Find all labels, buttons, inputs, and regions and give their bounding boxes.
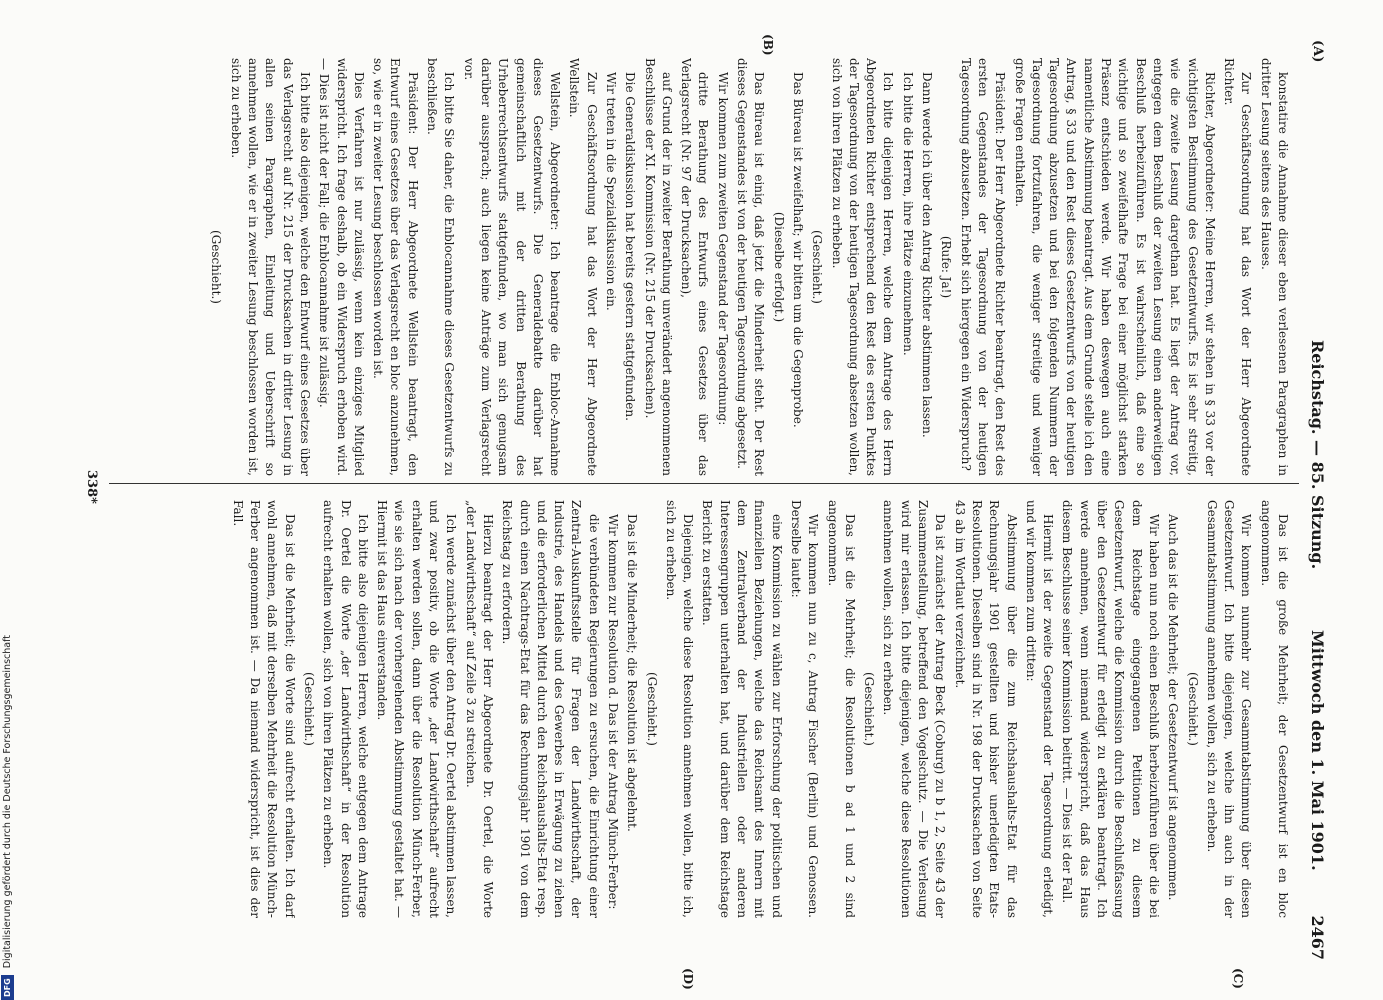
paragraph: Wellstein, Abgeordneter: Ich beantrage die Enbloc-Annahme dieses Gesetzentwurfs. Die Generaldebatte darüber hat gemeinschaftlich mit der dritten Berathung des Urheberrechtsentwurfs stattgefunden, wo man sich genugsam darüber aussprach; auch liegen keine Anträge zum Verlagsrecht vor.	[461, 58, 563, 476]
margin-letter-d: (D)	[681, 968, 695, 990]
paragraph: Auch das ist die Mehrheit; der Gesetzentwurf ist angenommen.	[1166, 514, 1181, 901]
paragraph: Das ist die Mehrheit; die Resolutionen b ad 1 und 2 sind angenommen.	[825, 500, 857, 918]
session-date: Mittwoch den 1. Mai 1901.	[1308, 630, 1327, 871]
paragraph: Das Büreau ist einig, daß jetzt die Minderheit steht. Der Rest dieses Gegenstandes ist von der heutigen Tagesordnung abgesetzt.	[735, 58, 767, 476]
paragraph: Wir haben nun noch einen Beschluß herbeizuführen über die bei dem Reichstage eingegangenen Petitionen zu diesem Gesetzentwurf, welche die Kommission durch die Beschlußfassung über den Gesetzentwurf für erledigt zu erklären beantragt. Ich werde annehmen, wenn niemand widerspricht, daß das Haus diesem Beschlusse seiner Kommission beitritt. — Dies ist der Fall.	[1060, 500, 1161, 918]
paragraph: (Geschieht.)	[301, 672, 316, 746]
margin-letter-b: (B)	[761, 34, 775, 56]
paragraph: Wir kommen zum zweiten Gegenstand der Tagesordnung:	[715, 72, 730, 426]
paragraph: Wir kommen nunmehr zur Gesammtabstimmung über diesen Gesetzentwurf. Ich bitte diejenigen, welche ihn auch in der Gesammtabstimmung annehmen wollen, sich zu erheben.	[1204, 500, 1254, 918]
dfg-logo: DFG	[1, 975, 14, 1000]
paragraph: die verbündeten Regierungen zu ersuchen, die Einrichtung einer Zentral-Auskunftsstelle für Fragen der Landwirthschaft, der Industrie, des Handels und des Gewerbes in Erwägung zu ziehen und die erforderlichen Mittel durch den Reichshaushalts-Etat resp. durch einen Nachtrags-Etat für das Rechnungsjahr 1901 von dem Reichstag zu erfordern.	[500, 500, 601, 918]
paragraph: Ich bitte also diejenigen Herren, welche entgegen dem Antrage Dr. Oertel die Worte „der Landwirthschaft“ in der Resolution aufrecht erhalten wollen, sich von ihren Plätzen zu erheben.	[321, 500, 370, 918]
paragraph: Ich bitte also diejenigen, welche den Entwurf eines Gesetzes über das Verlagsrecht auf Nr. 215 der Drucksachen in dritter Lesung in allen seinen Paragraphen, Einleitung und Ueberschrift so annehmen wollen, wie er in zweiter Lesung beschlossen worden ist, sich zu erheben.	[228, 58, 312, 476]
session-title: Reichstag. — 85. Sitzung.	[1308, 340, 1327, 570]
paragraph: Zur Geschäftsordnung hat das Wort der Herr Abgeordnete Richter.	[1222, 58, 1254, 476]
rotated-page-content	[35, 0, 1335, 1000]
paragraph: Da ist zunächst der Antrag Beck (Coburg) zu b 1, 2, Seite 43 der Zusammenstellung, betreffend den Vogelschutz. — Die Verlesung wird mir erlassen. Ich bitte diejenigen, welche diese Resolutionen annehmen wollen, sich zu erheben.	[881, 500, 948, 918]
paragraph: (Geschieht.)	[209, 230, 224, 304]
paragraph: Richter, Abgeordneter: Meine Herren, wir stehen in § 33 vor der wichtigsten Bestimmung des Gesetzentwurfs. Es ist sehr streitig, wie die zweite Lesung dargethan hat. Es liegt der Antrag vor, entgegen dem Beschluß der zweiten Lesung einen anderweitigen Beschluß herbeizuführen. Es ist wahrscheinlich, daß eine so wichtige und so zweifelhafte Frage bei einer möglichst starken Präsenz entschieden werde. Wir haben deswegen auch eine namentliche Abstimmung beantragt. Aus dem Grunde stelle ich den Antrag, § 33 und den Rest dieses Gesetzentwurfs von der heutigen Tagesordnung abzusetzen und bei den folgenden Nummern der Tagesordnung fortzufahren, die weniger streitige und weniger große Fragen enthalten.	[1012, 58, 1217, 476]
paragraph: Wir kommen zur Resolution d. Das ist der Antrag Münch-Ferber:	[606, 514, 621, 910]
paragraph: Die Generaldiskussion hat bereits gestern stattgefunden.	[623, 72, 638, 421]
paragraph: Das Büreau ist zweifelhaft; wir bitten um die Gegenprobe.	[790, 72, 805, 428]
right-text-column	[111, 500, 1291, 918]
digitization-stamp	[0, 600, 16, 1000]
paragraph: Ich bitte diejenigen Herren, welche dem Antrage des Herrn Abgeordneten Richter entsprechend den Rest des ersten Punktes der Tagesordnung von der heutigen Tagesordnung absetzen wollen, sich von ihren Plätzen zu erheben.	[829, 58, 896, 476]
paragraph: Präsident: Der Herr Abgeordnete Wellstein beantragt, den Entwurf eines Gesetzes über das Verlagsrecht en bloc anzunehmen, so, wie er in zweiter Lesung beschlossen worden ist.	[371, 58, 420, 476]
paragraph: Ich werde zunächst über den Antrag Dr. Oertel abstimmen lassen, und zwar positiv, ob die Worte „der Landwirthschaft“ aufrecht erhalten werden sollen, dann über die Resolution Münch-Ferber, wie sie sich nach der vorhergehenden Abstimmung gestaltet hat. — Hiermit ist das Haus einverstanden.	[375, 500, 459, 918]
sheet-number: 338*	[84, 470, 99, 504]
paragraph: Abstimmung über die zum Reichshaushalts-Etat für das Rechnungsjahr 1901 gestellten und bisher unerledigten Etats-Resolutionen. Dieselben sind in Nr. 198 der Drucksachen von Seite 43 ab im Wortlaut verzeichnet.	[952, 500, 1019, 918]
paragraph: Dann werde ich über den Antrag Richter abstimmen lassen.	[920, 72, 935, 438]
paragraph: (Dieselbe erfolgt.)	[771, 211, 786, 323]
paragraph: Ich bitte die Herren, ihre Plätze einzunehmen.	[900, 72, 915, 356]
paragraph: Dies Verfahren ist nur zulässig, wenn kein einziges Mitglied widerspricht. Ich frage deshalb, ob ein Widerspruch erhoben wird. — Dies ist nicht der Fall; die Enblocannahme ist zulässig.	[317, 58, 366, 476]
paragraph: (Geschieht.)	[1185, 672, 1200, 746]
paragraph: (Geschieht.)	[644, 672, 659, 746]
margin-letter-c: (C)	[1231, 968, 1245, 989]
paragraph: (Rufe: Ja!)	[939, 235, 954, 299]
paragraph: auf Grund der in zweiter Berathung unverändert angenommenen Beschlüsse der XI. Kommission (Nr. 215 der Drucksachen).	[642, 58, 674, 476]
paragraph: Diejenigen, welche diese Resolution annehmen wollen, bitte ich, sich zu erheben.	[663, 500, 696, 918]
column-divider	[109, 483, 1299, 484]
left-text-column	[111, 58, 1291, 476]
paragraph: eine Kommission zu wählen zur Erforschung der politischen und finanziellen Beziehungen, welche das Reichsamt des Innern mit dem Zentralverband der Industriellen oder anderen Interessengruppen unterhalten hat, und darüber dem Reichstage Bericht zu erstatten.	[700, 500, 784, 918]
paragraph: Das ist die Minderheit; die Resolution ist abgelehnt.	[625, 514, 640, 832]
paragraph: Hiermit ist der zweite Gegenstand der Tagesordnung erledigt, und wir kommen zum dritten:	[1023, 500, 1056, 918]
margin-letter-a: (A)	[1310, 40, 1325, 63]
paragraph: Zur Geschäftsordnung hat das Wort der Herr Abgeordnete Wellstein.	[567, 58, 599, 476]
paragraph: konstatire die Annahme dieser eben verlesenen Paragraphen in dritter Lesung seitens des Hauses.	[1258, 58, 1290, 476]
paragraph: Das ist die große Mehrheit; der Gesetzentwurf ist en bloc angenommen.	[1258, 500, 1290, 918]
paragraph: (Geschieht.)	[862, 672, 877, 746]
paragraph: Präsident: Der Herr Abgeordnete Richter beantragt, den Rest des ersten Gegenstandes der Tagesordnung von der heutigen Tagesordnung abzusetzen. Erhebt sich hiergegen ein Widerspruch?	[958, 58, 1008, 476]
paragraph: Wir treten in die Spezialdiskussion ein.	[604, 72, 619, 311]
paragraph: Wir kommen nun zu c, Antrag Fischer (Berlin) und Genossen. Derselbe lautet:	[788, 500, 821, 918]
paragraph: Das ist die Mehrheit; die Worte sind aufrecht erhalten. Ich darf wohl annehmen, daß mit derselben Mehrheit die Resolution Münch-Ferber angenommen ist. — Da niemand widerspricht, ist dies der Fall.	[230, 500, 297, 918]
paragraph: Hierzu beantragt der Herr Abgeordnete Dr. Oertel, die Worte „der Landwirthschaft“ auf Zeile 3 zu streichen.	[463, 500, 495, 918]
paragraph: (Geschieht.)	[810, 230, 825, 304]
page-header	[1301, 40, 1327, 960]
page-number: 2467	[1308, 915, 1327, 960]
paragraph: dritte Berathung des Entwurfs eines Gesetzes über das Verlagsrecht (Nr. 97 der Drucksachen),	[679, 58, 711, 476]
stamp-text: Digitalisierung gefördert durch die Deutsche Forschungsgemeinschaft	[2, 634, 13, 969]
paragraph: Ich bitte Sie daher, die Enblocannahme dieses Gesetzentwurfs zu beschließen.	[425, 58, 457, 476]
